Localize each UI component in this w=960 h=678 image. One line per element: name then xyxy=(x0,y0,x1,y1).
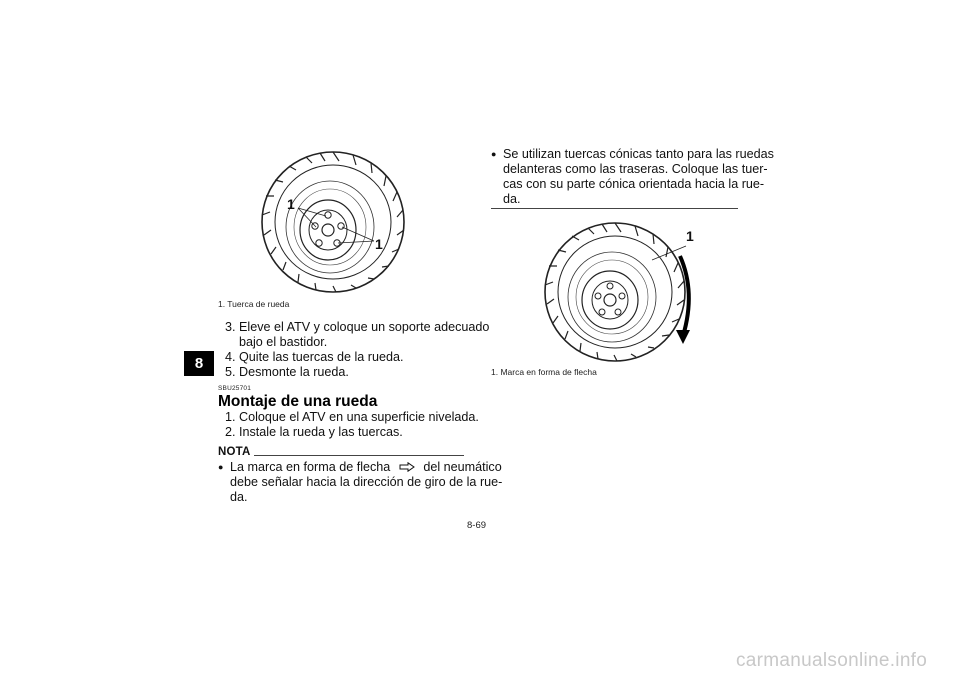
watermark: carmanualsonline.info xyxy=(736,650,928,671)
figure-caption: 1. Tuerca de rueda xyxy=(218,299,290,309)
mounting-steps xyxy=(225,410,479,440)
note-line: cas con su parte cónica orientada hacia la rue- xyxy=(503,177,765,191)
callout-number: 1 xyxy=(375,236,383,252)
callout-number: 1 xyxy=(686,228,694,244)
section-code: SBU25701 xyxy=(218,385,252,392)
nota-content xyxy=(218,460,503,508)
tire-illustration xyxy=(540,220,730,362)
step-item: 3. Eleve el ATV y coloque un soporte adecuado xyxy=(225,320,490,334)
note-line: da. xyxy=(503,192,521,206)
step-item: 2. Instale la rueda y las tuercas. xyxy=(225,425,403,439)
note-line: delanteras como las traseras. Coloque las tuer- xyxy=(503,162,768,176)
nota-line: da. xyxy=(230,490,248,504)
note-line: Se utilizan tuercas cónicas tanto para las ruedas xyxy=(503,147,774,161)
nota-label: NOTA xyxy=(218,446,251,458)
nota-line: La marca en forma de flecha del neumático xyxy=(230,460,502,474)
arrow-mark-figure xyxy=(540,220,730,362)
section-tab: 8 xyxy=(184,351,214,376)
rotation-arrow-head xyxy=(676,330,690,344)
conical-nuts-note xyxy=(491,147,774,209)
step-item: bajo el bastidor. xyxy=(239,335,328,349)
removal-steps xyxy=(225,320,490,380)
arrow-mark-icon xyxy=(399,462,415,472)
page-number: 8-69 xyxy=(467,520,487,531)
nota-line: debe señalar hacia la dirección de giro de la rue- xyxy=(230,475,503,489)
figure-caption: 1. Marca en forma de flecha xyxy=(491,367,597,377)
wheel-nut-figure xyxy=(258,150,408,295)
bullet-icon: ● xyxy=(491,149,497,159)
nota-divider xyxy=(254,455,464,456)
step-item: 4. Quite las tuercas de la rueda. xyxy=(225,350,404,364)
wheel-illustration xyxy=(258,150,408,295)
note-divider xyxy=(491,208,738,209)
callout-number: 1 xyxy=(287,196,295,212)
bullet-icon: ● xyxy=(218,462,224,472)
section-heading: Montaje de una rueda xyxy=(218,393,378,410)
step-item: 5. Desmonte la rueda. xyxy=(225,365,349,379)
step-item: 1. Coloque el ATV en una superficie nivelada. xyxy=(225,410,479,424)
